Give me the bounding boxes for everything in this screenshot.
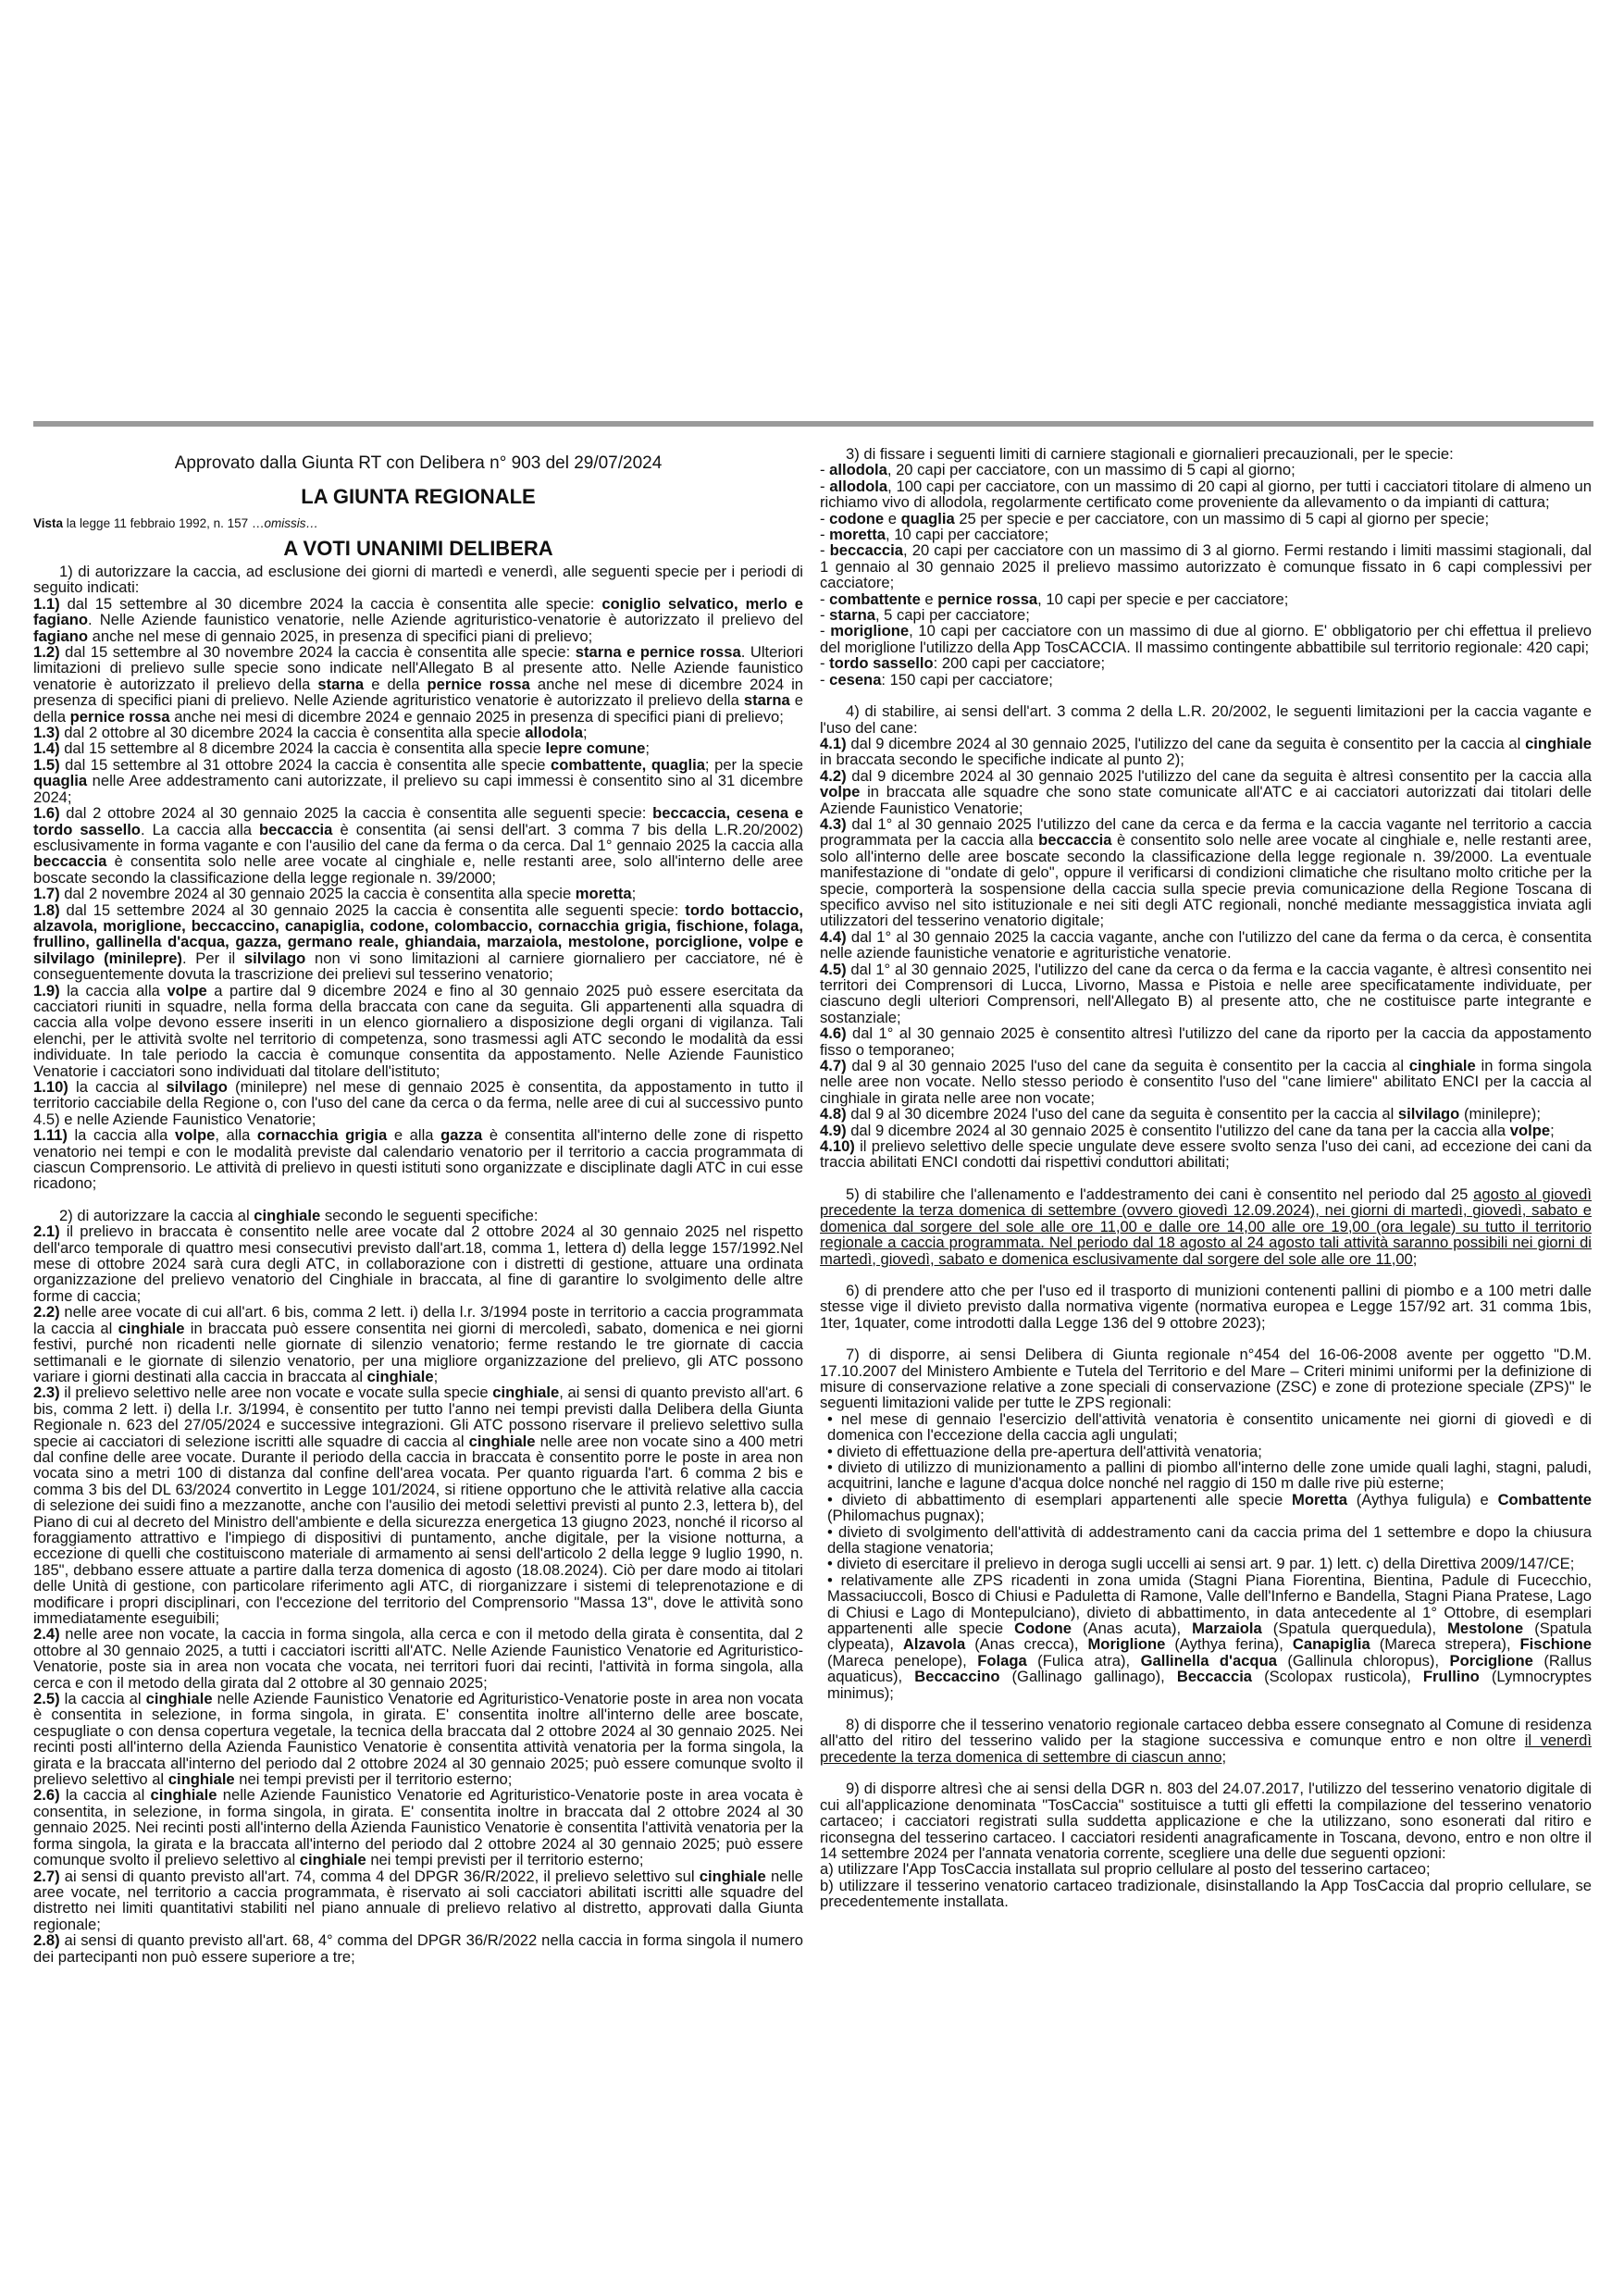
right-paragraph: - combattente e pernice rossa, 10 capi per specie e per cacciatore;	[820, 590, 1289, 608]
approval-line: Approvato dalla Giunta RT con Delibera n° 903 del 29/07/2024	[174, 453, 663, 473]
right-paragraph: 4.6) dal 1° al 30 gennaio 2025 è consentito altresì l'utilizzo del cane da riporto per la caccia da appostamento fisso o temporaneo;	[820, 1024, 1592, 1059]
right-paragraph: - beccaccia, 20 capi per cacciatore con un massimo di 3 al giorno. Fermi restando i limiti massimi stagionali, dal 1 gennaio al 30 gennaio 2025 il prelievo massimo autorizzato è comunque fissato in 6 capi complessivi per cacciatore;	[820, 541, 1592, 592]
right-paragraph: - moriglione, 10 capi per cacciatore con un massimo di due al giorno. E' obbligatorio per chi effettua il prelievo del moriglione l'utilizzo della App TosCACCIA. Il massimo contingente abbattibile sul territorio regionale: 420 capi;	[820, 622, 1592, 656]
right-body	[820, 446, 1592, 1910]
right-paragraph: 4.9) dal 9 dicembre 2024 al 30 gennaio 2025 è consentito l'utilizzo del cane da tana per la caccia alla volpe;	[820, 1121, 1555, 1139]
vista-omissis: omissis…	[264, 516, 318, 530]
left-paragraph: 2.6) la caccia al cinghiale nelle Aziende Faunistico Venatorie ed Agrituristico-Venatorie poste in area vocata è consentita, in selezione, in forma singola, in girata. E' consentita inoltre in braccata dal 2 ottobre 2024 al 30 gennaio 2025. Nei recinti posti all'interno della Azienda Faunistico Venatorie è consentita l'attività venatoria per la forma singola, la girata e la braccata all'interno del periodo dal 2 ottobre 2024 al 30 gennaio 2025; può essere comunque svolto il prelievo selettivo al cinghiale nei tempi previsti per il territorio esterno;	[33, 1786, 803, 1869]
left-paragraph: 1.4) dal 15 settembre al 8 dicembre 2024 la caccia è consentita alla specie lepre comune;	[33, 739, 650, 758]
right-paragraph: b) utilizzare il tesserino venatorio cartaceo tradizionale, disinstallando la App TosCaccia dal proprio cellulare, se precedentemente installata.	[820, 1876, 1592, 1911]
right-paragraph: 4) di stabilire, ai sensi dell'art. 3 comma 2 della L.R. 20/2002, le seguenti limitazioni per la caccia vagante e l'uso del cane:	[820, 702, 1592, 737]
right-paragraph: - moretta, 10 capi per cacciatore;	[820, 526, 1049, 544]
right-paragraph: 4.5) dal 1° al 30 gennaio 2025, l'utilizzo del cane da cerca o da ferma e la caccia vagante, è altresì consentito nei territori dei Comprensori di Lucca, Livorno, Massa e Pistoia e nelle aree specificatamente individuate, per ciascuno degli ulteriori Comprensori, nell'Allegato B) al presente atto, che ne costituisce parte integrante e sostanziale;	[820, 960, 1592, 1026]
left-paragraph: 1.5) dal 15 settembre al 31 ottobre 2024 la caccia è consentita alle specie combattente, quaglia; per la specie quaglia nelle Aree addestramento cani autorizzate, il prelievo su capi immessi è consentito sino al 31 dicembre 2024;	[33, 755, 803, 806]
left-paragraph: 2) di autorizzare la caccia al cinghiale secondo le seguenti specifiche:	[59, 1206, 539, 1224]
right-paragraph: 4.1) dal 9 dicembre 2024 al 30 gennaio 2025, l'utilizzo del cane da seguita è consentito per la caccia al cinghiale in braccata secondo le specifiche indicate al punto 2);	[820, 734, 1592, 769]
right-paragraph: 5) di stabilire che l'allenamento e l'addestramento dei cani è consentito nel periodo dal 25 agosto al giovedì precedente la terza domenica di settembre (ovvero giovedì 12.09.2024), nei giorni di martedì, giovedì, sabato e domenica dal sorgere del sole alle ore 11,00 e dalle ore 14,00 alle ore 19,00 (ora legale) su tutto il territorio regionale a caccia programmata. Nel periodo dal 18 agosto al 24 agosto tali attività saranno possibili nei giorni di martedì, giovedì, sabato e domenica esclusivamente dal sorgere del sole alle ore 11,00;	[820, 1185, 1592, 1268]
header-divider	[33, 421, 1593, 427]
right-paragraph: 4.3) dal 1° al 30 gennaio 2025 l'utilizzo del cane da cerca e da ferma e la caccia vagante nel territorio a caccia programmata per la caccia alla beccaccia è consentito solo nelle aree vocate al cinghiale e, nelle restanti aree, solo all'interno delle aree boscate secondo la classificazione della legge regionale n. 39/2000. La eventuale manifestazione di "ondate di gelo", oppure il verificarsi di condizioni climatiche che risultano molto critiche per la specie, comporterà la sospensione della caccia sulla specie previa comunicazione della Regione Toscana di specifico avviso nel sito istituzionale e nei siti degli ATC regionali, nonché mediante messaggistica inviata agli utilizzatori del tesserino venatorio digitale;	[820, 814, 1592, 930]
left-body	[33, 564, 803, 1965]
left-paragraph: 1.7) dal 2 novembre 2024 al 30 gennaio 2025 la caccia è consentita alla specie moretta;	[33, 885, 637, 903]
left-paragraph: 1.8) dal 15 settembre 2024 al 30 gennaio 2025 la caccia è consentita alle seguenti specie: tordo bottaccio, alzavola, moriglione, beccaccino, canapiglia, codone, colombaccio, cornacchia grigia, fischione, folaga, frullino, gallinella d'acqua, gazza, germano reale, ghiandaia, marzaiola, mestolone, porciglione, volpe e silvilago (minilepre). Per il silvilago non vi sono limitazioni al carniere giornaliero per cacciatore, né è conseguentemente dovuta la trascrizione dei prelievi sul tesserino venatorio;	[33, 900, 803, 984]
right-paragraph: a) utilizzare l'App TosCaccia installata sul proprio cellulare al posto del tesserino cartaceo;	[820, 1860, 1431, 1879]
left-paragraph: 1.10) la caccia al silvilago (minilepre) nel mese di gennaio 2025 è consentita, da appostamento in tutto il territorio cacciabile della Regione o, con l'uso del cane da cerca o da ferma, nelle aree di cui al successivo punto 4.5) e nelle Aziende Faunistico Venatorie;	[33, 1078, 803, 1128]
left-paragraph: 2.8) ai sensi di quanto previsto all'art. 68, 4° comma del DPGR 36/R/2022 nella caccia in forma singola il numero dei partecipanti non può essere superiore a tre;	[33, 1931, 803, 1966]
resolution-heading: A VOTI UNANIMI DELIBERA	[283, 537, 553, 560]
left-paragraph: 1.6) dal 2 ottobre 2024 al 30 gennaio 2025 la caccia è consentita alle seguenti specie: beccaccia, cesena e tordo sassello. La caccia alla beccaccia è consentita (ai sensi dell'art. 3 comma 7 bis della L.R.20/2002) esclusivamente in forma vagante e con l'ausilio del cane da ferma o da cerca. Dal 1° gennaio 2025 la caccia alla beccaccia è consentita solo nelle aree vocate al cinghiale e, nelle restanti aree, solo all'interno delle aree boscate secondo la classificazione della legge regionale n. 39/2000;	[33, 804, 803, 887]
vista-text: la legge 11 febbraio 1992, n. 157 …	[63, 516, 265, 530]
left-paragraph: 2.7) ai sensi di quanto previsto all'art. 74, comma 4 del DPGR 36/R/2022, il prelievo selettivo sul cinghiale nelle aree vocate, nel territorio a caccia programmata, è riservato ai soli cacciatori abilitati iscritti alle squadre del distretto nei limiti quantitativi stabiliti nel piano annuale di prelievo relativo al distretto, approvati dalla Giunta regionale;	[33, 1867, 803, 1933]
right-paragraph: - allodola, 100 capi per cacciatore, con un massimo di 20 capi al giorno, per tutti i cacciatori titolare di almeno un richiamo vivo di allodola, regolarmente certificato come proveniente da allevamento o da impianti di cattura;	[820, 477, 1592, 512]
right-column	[820, 446, 1592, 1910]
left-paragraph: 1.1) dal 15 settembre al 30 dicembre 2024 la caccia è consentita alle specie: coniglio selvatico, merlo e fagiano. Nelle Aziende faunistico venatorie, nelle Aziende agrituristico-venatorie è autorizzato il prelievo del fagiano anche nel mese di gennaio 2025, in presenza di specifici piani di prelievo;	[33, 594, 803, 645]
left-paragraph: 1.2) dal 15 settembre al 30 novembre 2024 la caccia è consentita alle specie: starna e pernice rossa. Ulteriori limitazioni di prelievo sulle specie sono indicate nell'Allegato B al presente atto. Nelle Aziende faunistico venatorie è autorizzato il prelievo della starna e della pernice rossa anche nel mese di dicembre 2024 in presenza di specifici piani di prelievo. Nelle Aziende agrituristico venatorie è autorizzato il prelievo della starna e della pernice rossa anche nei mesi di dicembre 2024 e gennaio 2025 in presenza di specifici piani di prelievo;	[33, 643, 804, 726]
right-paragraph: - cesena: 150 capi per cacciatore;	[820, 670, 1053, 689]
right-paragraph: • relativamente alle ZPS ricadenti in zona umida (Stagni Piana Fiorentina, Bientina, Padule di Fucecchio, Massaciuccoli, Bosco di Chiusi e Paduletta di Ramone, Valle dell'Inferno e Bandella, Stagni Piana Pratese, Lago di Chiusi e Lago di Montepulciano), divieto di abbattimento, in data antecedente al 1° Ottobre, di esemplari appartenenti alle specie Codone (Anas acuta), Marzaiola (Spatula querquedula), Mestolone (Spatula clypeata), Alzavola (Anas crecca), Moriglione (Aythya ferina), Canapiglia (Mareca strepera), Fischione (Mareca penelope), Folaga (Fulica atra), Gallinella d'acqua (Gallinula chloropus), Porciglione (Rallus aquaticus), Beccaccino (Gallinago gallinago), Beccaccia (Scolopax rusticola), Frullino (Lymnocryptes minimus);	[827, 1570, 1593, 1702]
right-paragraph: - allodola, 20 capi per cacciatore, con un massimo di 5 capi al giorno;	[820, 461, 1295, 479]
right-paragraph: • divieto di effettuazione della pre-apertura dell'attività venatoria;	[827, 1442, 1262, 1460]
right-paragraph: • divieto di utilizzo di munizionamento a pallini di piombo all'interno delle zone umide quali laghi, stagni, paludi, acquitrini, lanche e lagune d'acqua dolce nonché nel raggio di 150 m dalle rive più esterne;	[827, 1458, 1592, 1493]
left-paragraph: 1.3) dal 2 ottobre al 30 dicembre 2024 la caccia è consentita alla specie allodola;	[33, 724, 588, 742]
left-paragraph: 1) di autorizzare la caccia, ad esclusione dei giorni di martedì e venerdì, alle seguenti specie per i periodi di seguito indicati:	[33, 563, 803, 597]
right-paragraph: 6) di prendere atto che per l'uso ed il trasporto di munizioni contenenti pallini di piombo e a 100 metri dalle stesse vige il divieto previsto dalla normativa vigente (normativa europea e Legge 157/92 art. 31 comma 1bis, 1ter, 1quater, come introdotti dalla Legge 136 del 9 ottobre 2023);	[820, 1281, 1592, 1332]
right-paragraph: - codone e quaglia 25 per specie e per cacciatore, con un massimo di 5 capi al giorno per specie;	[820, 509, 1490, 527]
document-title: LA GIUNTA REGIONALE	[301, 485, 536, 508]
right-paragraph: • divieto di svolgimento dell'attività di addestramento cani da caccia prima del 1 settembre e dopo la chiusura della stagione venatoria;	[827, 1522, 1592, 1557]
right-paragraph: 7) di disporre, ai sensi Delibera di Giunta regionale n°454 del 16-06-2008 avente per oggetto "D.M. 17.10.2007 del Ministero Ambiente e Tutela del Territorio e del Mare – Criteri minimi uniformi per la definizione di misure di conservazione relative a zone speciali di conservazione (ZSC) e zone di protezione speciale (ZPS)" le seguenti limitazioni valide per tutte le ZPS regionali:	[820, 1346, 1592, 1412]
right-paragraph: - tordo sassello: 200 capi per cacciatore;	[820, 654, 1106, 673]
right-paragraph: 4.7) dal 9 al 30 gennaio 2025 l'uso del cane da seguita è consentito per la caccia al cinghiale in forma singola nelle aree non vocate. Nello stesso periodo è consentito l'uso del "cane limiere" abilitato ENCI per la caccia al cinghiale in girata nelle aree non vocate;	[820, 1057, 1592, 1107]
vista-label: Vista	[33, 516, 64, 530]
right-paragraph: - starna, 5 capi per cacciatore;	[820, 606, 1030, 625]
left-paragraph: 1.9) la caccia alla volpe a partire dal 9 dicembre 2024 e fino al 30 gennaio 2025 può essere esercitata da cacciatori riuniti in squadre, nella forma della braccata con cane da seguita. Gli appartenenti alla squadra di caccia alla volpe devono essere inseriti in un elenco giornaliero a disposizione degli organi di vigilanza. Tali elenchi, per le attività svolte nel territorio di competenza, sono trasmessi agli ATC secondo le modalità da essi individuate. In tale periodo la caccia è comunque consentita da appostamento. Nelle Aziende Faunistico Venatorie i cacciatori sono individuati dal titolare dell'istituto;	[33, 981, 803, 1080]
left-column	[33, 446, 803, 1965]
right-paragraph: • nel mese di gennaio l'esercizio dell'attività venatoria è consentito unicamente nei giorni di giovedì e di domenica con l'eccezione della caccia agli ungulati;	[827, 1409, 1592, 1445]
left-paragraph: 2.1) il prelievo in braccata è consentito nelle aree vocate dal 2 ottobre 2024 al 30 gennaio 2025 nel rispetto dell'arco temporale di quattro mesi consecutivi previsto dall'art.18, comma 1, lettera d) della legge 157/1992.Nel mese di ottobre 2024 sarà cura degli ATC, in collaborazione con i distretti di gestione, attuare una ordinata organizzazione del prelievo venatorio del Cinghiale in braccata, al fine di garantire lo svolgimento delle altre forme di caccia;	[33, 1222, 803, 1305]
left-paragraph: 1.11) la caccia alla volpe, alla cornacchia grigia e alla gazza è consentita all'interno delle zone di rispetto venatorio nei tempi e con le modalità previste dal calendario venatorio per il territorio a caccia programmata di ciascun Comprensorio. Le attività di prelievo in questi istituti sono organizzate e disciplinate dagli ATC in cui esse ricadono;	[33, 1126, 803, 1193]
right-paragraph: 4.2) dal 9 dicembre 2024 al 30 gennaio 2025 l'utilizzo del cane da seguita è altresì consentito per la caccia alla volpe in braccata alle squadre che sono state comunicate all'ATC e ai cacciatori autorizzati dai titolari delle Aziende Faunistico Venatorie;	[820, 766, 1592, 817]
right-paragraph: 3) di fissare i seguenti limiti di carniere stagionali e giornalieri precauzionali, per le specie:	[846, 445, 1454, 463]
right-paragraph: 4.10) il prelievo selettivo delle specie ungulate deve essere svolto senza l'uso dei cani, ad eccezione dei cani da traccia abilitati ENCI condotti dai rispettivi conduttori abilitati;	[820, 1137, 1592, 1172]
right-paragraph: 8) di disporre che il tesserino venatorio regionale cartaceo debba essere consegnato al Comune di residenza all'atto del ritiro del tesserino valido per la stagione successiva e comunque entro e non oltre il venerdì precedente la terza domenica di settembre di ciascun anno;	[820, 1716, 1592, 1766]
left-paragraph: 2.3) il prelievo selettivo nelle aree non vocate e vocate sulla specie cinghiale, ai sensi di quanto previsto all'art. 6 bis, comma 2 lett. i) della l.r. 3/1994, è consentito per tutto l'anno nei tempi previsti dalla Delibera della Giunta Regionale n. 623 del 27/05/2024 e successive integrazioni. Gli ATC possono riservare il prelievo selettivo sulla specie ai cacciatori di selezione iscritti alle squadre di caccia al cinghiale nelle aree non vocate sino a 400 metri dal confine delle aree vocate. Durante il periodo della caccia in braccata è consentito porre le poste in area non vocata sino a metri 100 di distanza dal confine dell'area vocata. Per quanto riguarda l'art. 6 comma 2 bis e comma 3 bis del DL 63/2024 convertito in Legge 101/2024, si ritiene opportuno che le attività relative alla caccia di selezione dei suidi fino a mezzanotte, anche con l'ausilio dei metodi selettivi previsti al punto 2.3, lettera b), del Piano di cui al decreto del Ministro dell'ambiente e della sicurezza energetica 13 giugno 2023, nonché il ricorso al foraggiamento attrattivo e l'impiego di dispositivi di puntamento, anche digitale, per la visione notturna, a eccezione di quelli che costituiscono materiale di armamento ai sensi dell'articolo 2 della legge 9 luglio 1990, n. 185", debbano essere attuate a partire dalla terza domenica di agosto (18.08.2024). Ciò per dare modo ai titolari delle Unità di gestione, con particolare riferimento agli ATC, di riorganizzare i sistemi di teleprenotazione e di modificare i propri disciplinari, con l'eccezione del territorio del Comprensorio "Massa 13", dove le attività sono immediatamente eseguibili;	[33, 1384, 803, 1627]
left-paragraph: 2.5) la caccia al cinghiale nelle Aziende Faunistico Venatorie ed Agrituristico-Venatorie poste in area non vocata è consentita in selezione, in forma singola, in girata. E' consentita inoltre all'interno delle aree boscate, cespugliate o con densa copertura vegetale, la tecnica della braccata dal 2 ottobre 2024 al 30 gennaio 2025. Nei recinti posti all'interno della Azienda Faunistico Venatorie è consentita attività venatoria per la forma singola, la girata e la braccata all'interno del periodo dal 2 ottobre 2024 al 30 gennaio 2025; può essere comunque svolto il prelievo selettivo al cinghiale nei tempi previsti per il territorio esterno;	[33, 1690, 804, 1789]
left-paragraph: 2.4) nelle aree non vocate, la caccia in forma singola, alla cerca e con il metodo della girata è consentita, dal 2 ottobre al 30 gennaio 2025, a tutti i cacciatori iscritti all'ATC. Nelle Aziende Faunistico Venatorie ed Agrituristico-Venatorie, poste sia in area non vocata che vocata, nei territori fuori dai recinti, l'attività in forma singola, alla cerca e con il metodo della girata dal 2 ottobre al 30 gennaio 2025;	[33, 1625, 803, 1692]
right-paragraph: • divieto di esercitare il prelievo in deroga sugli uccelli ai sensi art. 9 par. 1) lett. c) della Direttiva 2009/147/CE;	[827, 1555, 1575, 1573]
right-paragraph: 9) di disporre altresì che ai sensi della DGR n. 803 del 24.07.2017, l'utilizzo del tesserino venatorio digitale di cui all'applicazione denominata "TosCaccia" sostituisce a tutti gli effetti la compilazione del tesserino venatorio cartaceo; i cacciatori registrati sulla suddetta applicazione e che la utilizzano, sono esonerati dal ritiro e riconsegna del tesserino cartaceo. I cacciatori residenti anagraficamente in Toscana, devono, entro e non oltre il 14 settembre 2024 per l'annata venatoria corrente, scegliere una delle due seguenti opzioni:	[820, 1780, 1592, 1862]
vista-line	[33, 515, 803, 533]
right-paragraph: • divieto di abbattimento di esemplari appartenenti alle specie Moretta (Aythya fuligula) e Combattente (Philomachus pugnax);	[827, 1490, 1592, 1525]
left-paragraph: 2.2) nelle aree vocate di cui all'art. 6 bis, comma 2 lett. i) della l.r. 3/1994 poste in territorio a caccia programmata la caccia al cinghiale in braccata può essere consentita nei giorni di mercoledì, sabato, domenica e nei giorni festivi, purché non ricadenti nelle giornate di silenzio venatorio; ferme restando le tre giornate di caccia settimanali e le giornate di silenzio venatorio, per una migliore organizzazione del prelievo, gli ATC possono variare i giorni destinati alla caccia in braccata al cinghiale;	[33, 1303, 803, 1385]
right-paragraph: 4.8) dal 9 al 30 dicembre 2024 l'uso del cane da seguita è consentito per la caccia al silvilago (minilepre);	[820, 1105, 1541, 1123]
right-paragraph: 4.4) dal 1° al 30 gennaio 2025 la caccia vagante, anche con l'utilizzo del cane da ferma o da cerca, è consentita nelle aziende faunistiche venatorie e agrituristiche venatorie.	[820, 927, 1592, 962]
